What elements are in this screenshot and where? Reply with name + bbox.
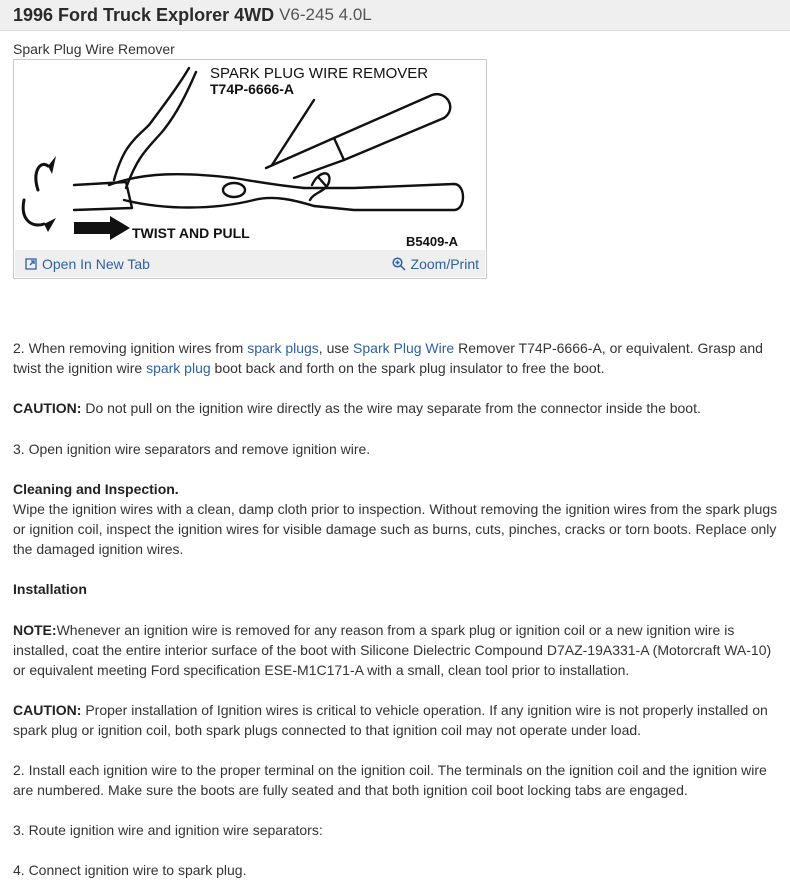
caution-2-label: CAUTION: bbox=[13, 702, 82, 718]
step-2-text-c: Remover T74P-6666-A, or equivalent. Grasp and twist the ignition wire bbox=[13, 340, 763, 376]
label-figure-id: B5409-A bbox=[406, 234, 459, 249]
label-twist-and-pull: TWIST AND PULL bbox=[132, 225, 250, 241]
step-2-text-b: , use bbox=[318, 340, 354, 356]
zoom-print-link[interactable] bbox=[392, 256, 479, 272]
spark-plugs-link[interactable]: spark plugs bbox=[247, 340, 319, 356]
note-text: Whenever an ignition wire is removed for any reason from a spark plug or ignition coil or a new ignition wire is installed, coat the entire interior surface of the boot with Silicone Dielectric Compound D7AZ-19A331-A (Motorcraft WA-10) or equivalent meeting Ford specification ESE-M1C171-A with a small, clean tool prior to installation. bbox=[13, 622, 772, 678]
step-3-removal: 3. Open ignition wire separators and remove ignition wire. bbox=[13, 441, 371, 457]
figure-panel bbox=[13, 59, 487, 279]
step-2-text-a: 2. When removing ignition wires from bbox=[13, 340, 248, 356]
caution-1-label: CAUTION: bbox=[13, 400, 82, 416]
open-in-new-tab-label: Open In New Tab bbox=[42, 255, 150, 272]
install-step-3: 3. Route ignition wire and ignition wire separators: bbox=[13, 822, 323, 838]
note bbox=[13, 620, 783, 680]
figure-footer bbox=[15, 250, 485, 277]
engine-subtitle: V6-245 4.0L bbox=[279, 5, 372, 24]
caution-2 bbox=[13, 700, 783, 740]
caution-1 bbox=[13, 398, 783, 418]
caution-2-text: Proper installation of Ignition wires is critical to vehicle operation. If any ignition wire is not properly installed on spark plug or ignition coil, both spark plugs connected to that ignition coil may not operate under load. bbox=[13, 702, 768, 738]
spark-plug-wire-remover-illustration bbox=[14, 60, 486, 250]
vehicle-title: 1996 Ford Truck Explorer 4WD bbox=[13, 4, 275, 25]
installation-heading-text: Installation bbox=[13, 581, 87, 597]
open-new-tab-icon bbox=[25, 258, 37, 270]
figure-caption: Spark Plug Wire Remover bbox=[13, 41, 175, 57]
label-tool-number: T74P-6666-A bbox=[210, 81, 295, 97]
procedure-text bbox=[13, 338, 783, 880]
step-2-removal bbox=[13, 338, 783, 378]
zoom-print-label: Zoom/Print bbox=[410, 255, 479, 272]
cleaning-heading bbox=[13, 479, 783, 499]
install-step-2: 2. Install each ignition wire to the proper terminal on the ignition coil. The terminals on the ignition coil and the ignition wire are numbered. Make sure the boots are fully seated and that both ignition coil boot locking tabs are engaged. bbox=[13, 762, 767, 798]
cleaning-text: Wipe the ignition wires with a clean, damp cloth prior to inspection. Without removing the ignition wires from the spark plugs or ignition coil, inspect the ignition wires for visible damage such as burns, cuts, pinches, cracks or torn boots. Replace only the damaged ignition wires. bbox=[13, 501, 778, 557]
cleaning-heading-text: Cleaning and Inspection. bbox=[13, 481, 179, 497]
installation-heading bbox=[13, 579, 783, 599]
page-header bbox=[0, 0, 790, 31]
step-2-text-d: boot back and forth on the spark plug insulator to free the boot. bbox=[210, 360, 605, 376]
zoom-icon bbox=[392, 257, 406, 271]
spark-plug-wire-link[interactable]: Spark Plug Wire bbox=[353, 340, 455, 356]
note-label: NOTE: bbox=[13, 622, 57, 638]
caution-1-text: Do not pull on the ignition wire directly as the wire may separate from the connector inside the boot. bbox=[81, 400, 701, 416]
label-tool-name: SPARK PLUG WIRE REMOVER bbox=[210, 65, 429, 82]
spark-plug-link[interactable]: spark plug bbox=[146, 360, 211, 376]
open-in-new-tab-link[interactable] bbox=[25, 256, 150, 272]
install-step-4: 4. Connect ignition wire to spark plug. bbox=[13, 862, 247, 878]
